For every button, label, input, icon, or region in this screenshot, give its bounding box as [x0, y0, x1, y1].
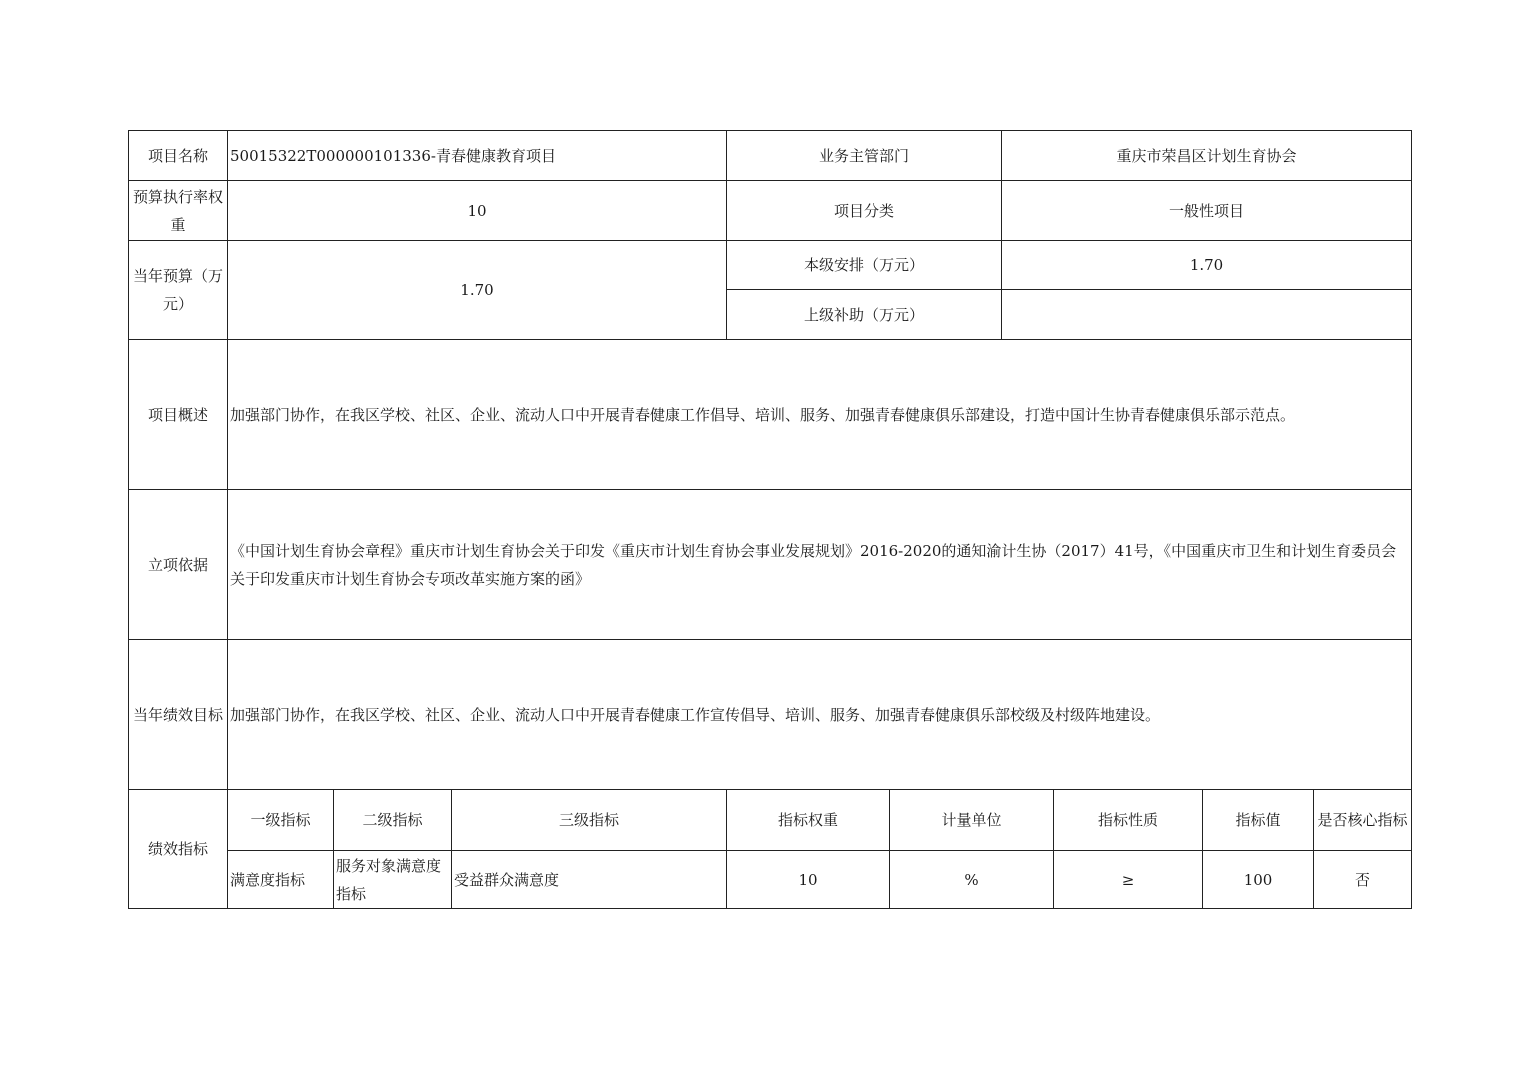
department-value: 重庆市荣昌区计划生育协会: [1002, 131, 1412, 181]
header-weight: 指标权重: [727, 790, 890, 851]
annual-budget-label: 当年预算（万元）: [129, 241, 228, 340]
table-row: [129, 851, 1412, 909]
row-value: 100: [1203, 851, 1314, 909]
budget-weight-value: 10: [228, 181, 727, 241]
header-nature: 指标性质: [1054, 790, 1203, 851]
row-level3: 受益群众满意度: [452, 851, 727, 909]
row-weight: 10: [727, 851, 890, 909]
indicators-label: 绩效指标: [129, 790, 228, 909]
row-budget-weight: [129, 181, 1412, 241]
overview-label: 项目概述: [129, 340, 228, 490]
header-level1: 一级指标: [228, 790, 334, 851]
annual-budget-value: 1.70: [228, 241, 727, 340]
project-name-value: 50015322T000000101336-青春健康教育项目: [228, 131, 727, 181]
annual-goal-text: 加强部门协作，在我区学校、社区、企业、流动人口中开展青春健康工作宣传倡导、培训、服务、加强青春健康俱乐部校级及村级阵地建设。: [228, 640, 1412, 790]
row-unit: %: [890, 851, 1054, 909]
header-level3: 三级指标: [452, 790, 727, 851]
row-nature: ≥: [1054, 851, 1203, 909]
row-overview: [129, 340, 1412, 490]
row-project-name: [129, 131, 1412, 181]
row-indicator-headers: [129, 790, 1412, 851]
row-level1: 满意度指标: [228, 851, 334, 909]
row-basis: [129, 490, 1412, 640]
superior-subsidy-value: [1002, 290, 1412, 340]
row-annual-goal: [129, 640, 1412, 790]
department-label: 业务主管部门: [727, 131, 1002, 181]
local-allocation-label: 本级安排（万元）: [727, 241, 1002, 290]
row-level2: 服务对象满意度指标: [334, 851, 452, 909]
superior-subsidy-label: 上级补助（万元）: [727, 290, 1002, 340]
local-allocation-value: 1.70: [1002, 241, 1412, 290]
basis-text: 《中国计划生育协会章程》重庆市计划生育协会关于印发《重庆市计划生育协会事业发展规划》2016-2020的通知渝计生协（2017）41号，《中国重庆市卫生和计划生育委员会关于印发重庆市计划生育协会专项改革实施方案的函》: [228, 490, 1412, 640]
row-annual-budget: [129, 241, 1412, 290]
overview-text: 加强部门协作，在我区学校、社区、企业、流动人口中开展青春健康工作倡导、培训、服务、加强青春健康俱乐部建设，打造中国计生协青春健康俱乐部示范点。: [228, 340, 1412, 490]
project-category-label: 项目分类: [727, 181, 1002, 241]
project-category-value: 一般性项目: [1002, 181, 1412, 241]
budget-weight-label: 预算执行率权重: [129, 181, 228, 241]
header-core: 是否核心指标: [1314, 790, 1412, 851]
row-core: 否: [1314, 851, 1412, 909]
project-performance-table: [128, 130, 1412, 909]
header-value: 指标值: [1203, 790, 1314, 851]
project-name-label: 项目名称: [129, 131, 228, 181]
header-unit: 计量单位: [890, 790, 1054, 851]
header-level2: 二级指标: [334, 790, 452, 851]
annual-goal-label: 当年绩效目标: [129, 640, 228, 790]
basis-label: 立项依据: [129, 490, 228, 640]
